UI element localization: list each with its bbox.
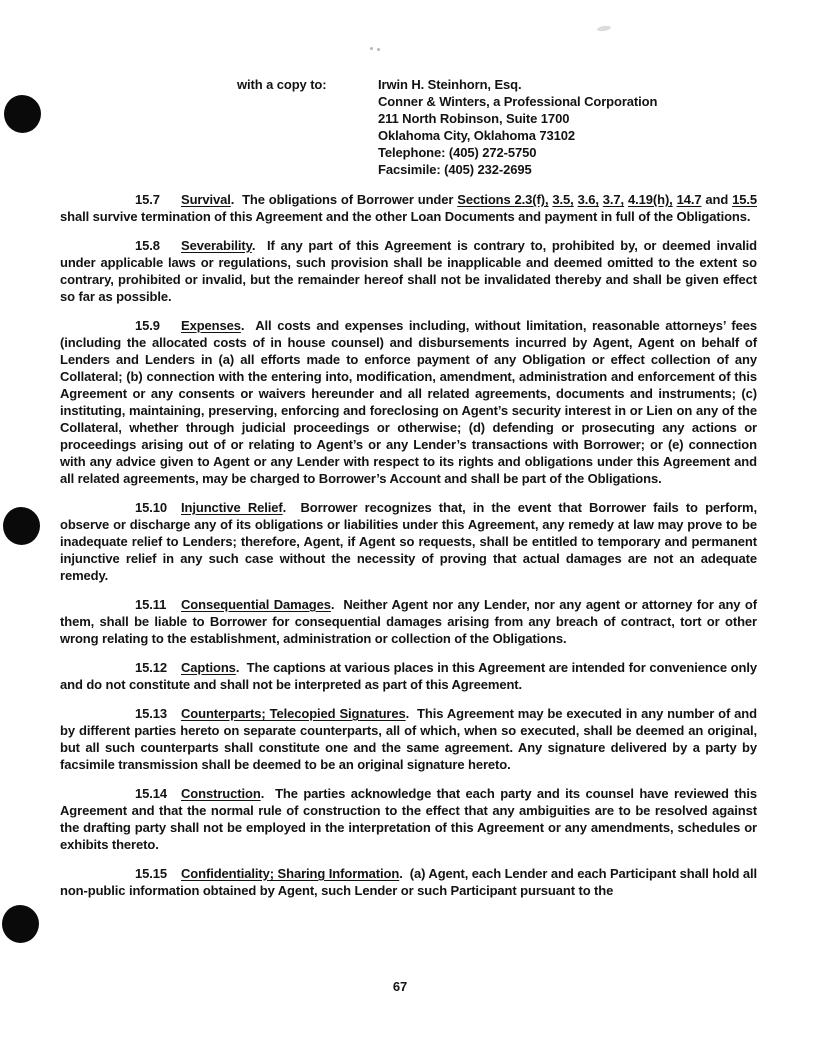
scan-smudge <box>597 25 612 32</box>
scan-speck <box>377 48 380 51</box>
hole-punch-mark <box>2 905 39 943</box>
section-number: 15.15 <box>135 866 168 881</box>
copy-to-address-line: Conner & Winters, a Professional Corporation <box>378 94 658 109</box>
section-number: 15.10 <box>135 500 168 515</box>
section-number: 15.11 <box>135 597 167 612</box>
section-paragraph: 15.12 Captions. The captions at various places in this Agreement are intended for convenience only and do not constitute and shall not be interpreted as part of this Agreement. <box>60 660 757 692</box>
section-paragraph: 15.8 Severability. If any part of this Agreement is contrary to, prohibited by, or deemed invalid under applicable laws or regulations, such provision shall be inapplicable and deemed omitted to the extent so contrary, prohibited or invalid, but the remainder hereof shall not be invalidated thereby and shall be given effect so far as possible. <box>60 238 757 304</box>
section-body-text: (a) Agent, each Lender and each Participant shall hold all non-public information obtained by Agent, such Lender or such Participant pursuant to the <box>60 866 757 898</box>
section-reference: 14.7 <box>676 192 702 207</box>
section-body-text: and <box>701 192 733 207</box>
section-heading: Confidentiality; Sharing Information <box>181 866 400 881</box>
section-heading: Captions <box>181 660 236 675</box>
section-paragraph: 15.15 Confidentiality; Sharing Information. (a) Agent, each Lender and each Participant shall hold all non-public information obtained by Agent, such Lender or such Participant pursuant to the <box>60 866 757 898</box>
section-body-text: If any part of this Agreement is contrary to, prohibited by, or deemed invalid under applicable laws or regulations, such provision shall be inapplicable and deemed omitted to the extent so contrary, prohibited or invalid, but the remainder hereof shall not be invalidated thereby and shall be given effect so far as possible. <box>60 238 757 304</box>
scan-speck <box>370 47 373 50</box>
section-reference: 4.19(h), <box>627 192 673 207</box>
section-body-text: All costs and expenses including, without limitation, reasonable attorneys’ fees (including the allocated costs of in house counsel) and disbursements incurred by Agent, Agent on behalf of Lenders and Lenders in (a) all efforts made to enforce payment of any Obligation or effect collection of any Collateral; (b) connection with the entering into, modification, amendment, administration and enforcement of this Agreement or any consents or waivers hereunder and all related agreements, documents and instruments; (c) instituting, maintaining, preserving, enforcing and foreclosing on Agent’s security interest in or Lien on any of the Collateral, whether through judicial proceedings or otherwise; (d) defending or prosecuting any actions or proceedings arising out of or relating to Agent’s or any Lender’s transactions with Borrower; or (e) connection with any advice given to Agent or any Lender with respect to its rights and obligations under this Agreement and all related agreements, may be charged to Borrower’s Account and shall be part of the Obligations. <box>60 318 757 486</box>
copy-to-block <box>237 76 757 178</box>
section-number: 15.14 <box>135 786 168 801</box>
section-heading: Injunctive Relief <box>181 500 283 515</box>
hole-punch-mark <box>4 95 41 133</box>
section-paragraph: 15.9 Expenses. All costs and expenses including, without limitation, reasonable attorneys’ fees (including the allocated costs of in house counsel) and disbursements incurred by Agent, Agent on behalf of Lenders and Lenders in (a) all efforts made to enforce payment of any Obligation or effect collection of any Collateral; (b) connection with the entering into, modification, amendment, administration and enforcement of this Agreement or any consents or waivers hereunder and all related agreements, documents and instruments; (c) instituting, maintaining, preserving, enforcing and foreclosing on Agent’s security interest in or Lien on any of the Collateral, whether through judicial proceedings or otherwise; (d) defending or prosecuting any actions or proceedings arising out of or relating to Agent’s or any Lender’s transactions with Borrower; or (e) connection with any advice given to Agent or any Lender with respect to its rights and obligations under this Agreement and all related agreements, may be charged to Borrower’s Account and shall be part of the Obligations. <box>60 318 757 486</box>
section-body-text: This Agreement may be executed in any number of and by different parties hereto on separate counterparts, all of which, when so executed, shall be deemed an original, but all such counterparts shall constitute one and the same agreement. Any signature delivered by a party by facsimile transmission shall be deemed to be an original signature hereto. <box>60 706 757 772</box>
document-content <box>60 76 757 911</box>
section-paragraph: 15.7 Survival. The obligations of Borrower under Sections 2.3(f), 3.5, 3.6, 3.7, 4.19(h), 14.7 and 15.5 shall survive termination of this Agreement and the other Loan Documents and payment in full of the Obligations. <box>60 192 757 224</box>
copy-to-address-line: 211 North Robinson, Suite 1700 <box>378 111 570 126</box>
section-number: 15.13 <box>135 706 168 721</box>
page-number: 67 <box>392 979 408 994</box>
section-body-text: The obligations of Borrower under <box>242 192 458 207</box>
section-reference: 3.6, <box>577 192 599 207</box>
section-body-text: The parties acknowledge that each party and its counsel have reviewed this Agreement and that the normal rule of construction to the effect that any ambiguities are to be resolved against the drafting party shall not be employed in the interpretation of this Agreement or any amendments, schedules or exhibits thereto. <box>60 786 757 852</box>
copy-to-address-line: Irwin H. Steinhorn, Esq. <box>378 77 522 92</box>
section-body-text: Borrower recognizes that, in the event that Borrower fails to perform, observe or discharge any of its obligations or liabilities under this Agreement, any remedy at law may prove to be inadequate relief to Lenders; therefore, Agent, if Agent so requests, shall be entitled to temporary and permanent injunctive relief in any such case without the necessity of proving that actual damages are not an adequate remedy. <box>60 500 757 583</box>
section-paragraph: 15.10 Injunctive Relief. Borrower recognizes that, in the event that Borrower fails to perform, observe or discharge any of its obligations or liabilities under this Agreement, any remedy at law may prove to be inadequate relief to Lenders; therefore, Agent, if Agent so requests, shall be entitled to temporary and permanent injunctive relief in any such case without the necessity of proving that actual damages are not an adequate remedy. <box>60 500 757 583</box>
section-body-text: shall survive termination of this Agreement and the other Loan Documents and payment in full of the Obligations. <box>60 209 751 224</box>
section-heading: Construction <box>181 786 261 801</box>
sections <box>60 191 757 899</box>
copy-to-address-line: Facsimile: (405) 232-2695 <box>378 162 532 177</box>
copy-to-label: with a copy to: <box>237 77 327 92</box>
section-heading: Consequential Damages <box>181 597 331 612</box>
section-paragraph: 15.14 Construction. The parties acknowledge that each party and its counsel have reviewed this Agreement and that the normal rule of construction to the effect that any ambiguities are to be resolved against the drafting party shall not be employed in the interpretation of this Agreement or any amendments, schedules or exhibits thereto. <box>60 786 757 852</box>
section-heading: Expenses <box>181 318 241 333</box>
hole-punch-mark <box>3 507 40 545</box>
section-paragraph: 15.11 Consequential Damages. Neither Agent nor any Lender, nor any agent or attorney for any of them, shall be liable to Borrower for consequential damages arising from any breach of contract, tort or other wrong relating to the establishment, administration or collection of the Obligations. <box>60 597 757 646</box>
section-heading: Severability <box>181 238 252 253</box>
section-reference: Sections 2.3(f), <box>457 192 549 207</box>
section-number: 15.9 <box>135 318 160 333</box>
section-body-text: Neither Agent nor any Lender, nor any agent or attorney for any of them, shall be liable to Borrower for consequential damages arising from any breach of contract, tort or other wrong relating to the establishment, administration or collection of the Obligations. <box>60 597 757 646</box>
section-heading: Survival <box>181 192 231 207</box>
section-body-text: The captions at various places in this Agreement are intended for convenience only and do not constitute and shall not be interpreted as part of this Agreement. <box>60 660 757 692</box>
section-heading: Counterparts; Telecopied Signatures <box>181 706 406 721</box>
section-number: 15.8 <box>135 238 160 253</box>
copy-to-address-line: Telephone: (405) 272-5750 <box>378 145 537 160</box>
section-reference: 15.5 <box>732 192 757 207</box>
section-reference: 3.7, <box>602 192 625 207</box>
copy-to-address-line: Oklahoma City, Oklahoma 73102 <box>378 128 576 143</box>
copy-to-address <box>378 76 657 178</box>
section-number: 15.7 <box>135 192 160 207</box>
section-number: 15.12 <box>135 660 168 675</box>
section-reference: 3.5, <box>552 192 574 207</box>
section-paragraph: 15.13 Counterparts; Telecopied Signatures. This Agreement may be executed in any number of and by different parties hereto on separate counterparts, all of which, when so executed, shall be deemed an original, but all such counterparts shall constitute one and the same agreement. Any signature delivered by a party by facsimile transmission shall be deemed to be an original signature hereto. <box>60 706 757 772</box>
